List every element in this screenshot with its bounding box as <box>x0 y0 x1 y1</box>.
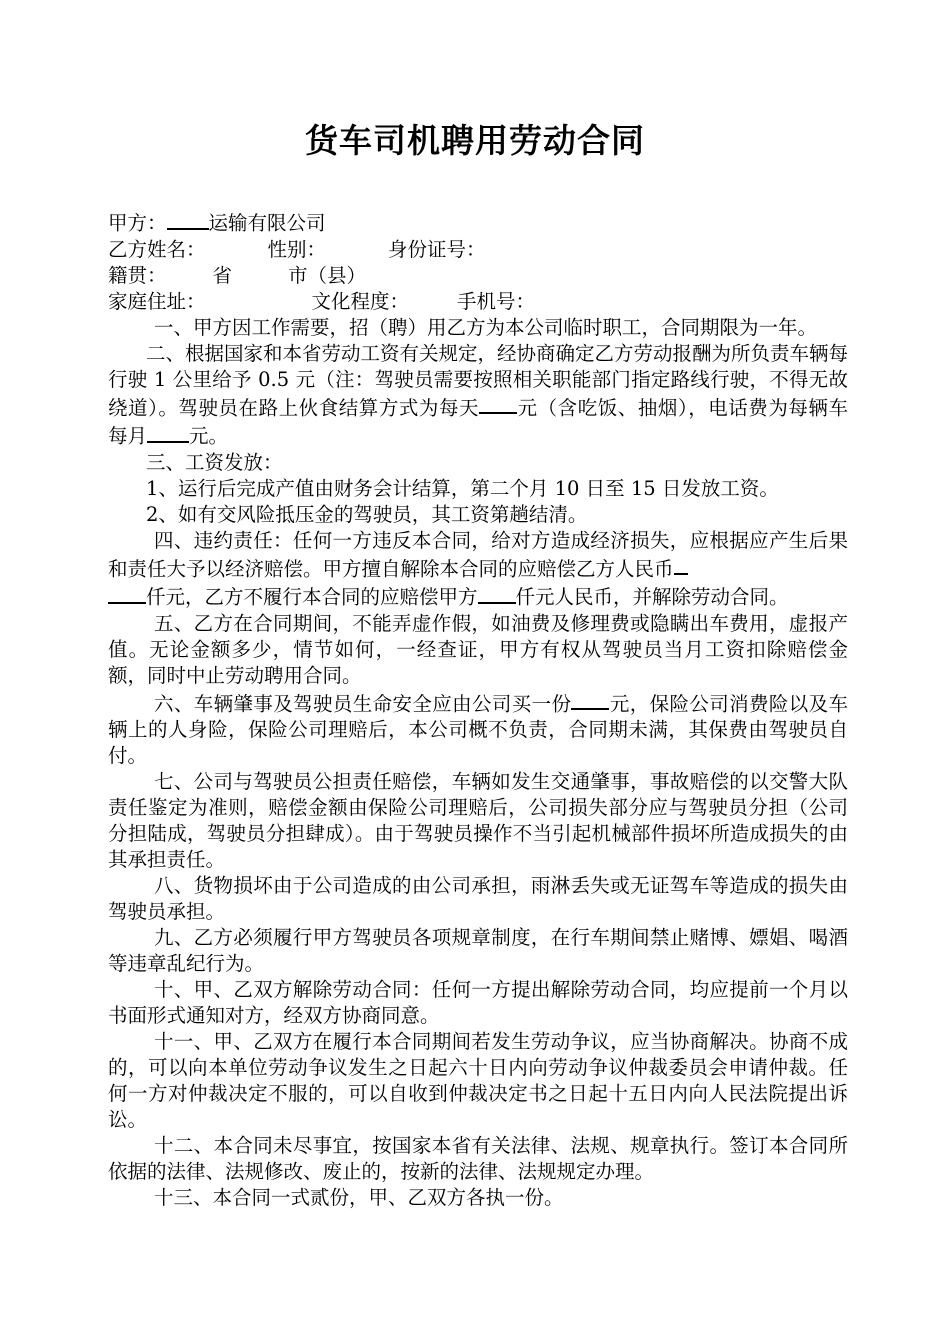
clause-7: 七、公司与驾驶员公担责任赔偿，车辆如发生交通肇事，事故赔偿的以交警大队责任鉴定为准则，赔偿金额由保险公司理赔后，公司损失部分应与驾驶员分担（公司分担陆成，驾驶员分担肆成）。由于驾驶员操作不当引起机械部件损坏所造成损失的由其承担责任。 <box>108 770 848 871</box>
address-line <box>108 289 848 315</box>
clause-6-part-b: 元，保险公司消费险以及车辆上的人身险，保险公司理赔后，本公司概不负责，合同期未满，其保费由驾驶员自付。 <box>108 692 848 767</box>
party-a-label: 甲方： <box>108 211 167 235</box>
clause-2 <box>108 341 848 450</box>
document-title: 货车司机聘用劳动合同 <box>305 121 645 160</box>
clause-4 <box>108 528 848 611</box>
clause-1: 一、甲方因工作需要，招（聘）用乙方为本公司临时职工，合同期限为一年。 <box>154 315 818 339</box>
city-label: 市（县） <box>288 263 367 287</box>
party-a-line <box>108 208 848 237</box>
clause-3-title: 三、工资发放： <box>146 450 283 474</box>
contract-body <box>108 208 848 1211</box>
phone-label: 手机号： <box>457 289 536 313</box>
clause-2-part-c: 元。 <box>189 424 229 448</box>
phone-fee-blank <box>147 421 189 443</box>
province-label: 省 <box>212 263 233 287</box>
clause-11: 十一、甲、乙双方在履行本合同期间若发生劳动争议，应当协商解决。协商不成的，可以向本单位劳动争议发生之日起六十日内向劳动争议仲裁委员会申请仲裁。任何一方对仲裁决定不服的，可以自收到仲裁决定书之日起十五日内向人民法院提出诉讼。 <box>108 1030 848 1131</box>
id-label: 身份证号： <box>388 237 486 261</box>
address-label: 家庭住址： <box>108 289 206 313</box>
clause-3-2: 2、如有交风险抵压金的驾驶员，其工资第趟结清。 <box>146 502 588 526</box>
clause-13: 十三、本合同一式贰份，甲、乙双方各执一份。 <box>154 1186 564 1209</box>
clause-2-part-b: 元（含吃饭、抽烟），电话费为每辆车每月 <box>108 396 848 448</box>
clause-2-part-a: 二、根据国家和本省劳动工资有关规定，经协商确定乙方劳动报酬为所负责车辆每行驶 1 公里给予 0.5 元（注：驾驶员需要按照相关职能部门指定路线行驶，不得无故绕道）。驾驶员在路上伙食结算方式为每天 <box>108 341 849 419</box>
clause-6 <box>108 689 848 770</box>
rmb-blank-1-cont <box>108 582 146 604</box>
party-a-company: 运输有限公司 <box>208 211 326 235</box>
rmb-blank-2 <box>478 582 516 604</box>
clause-8: 八、货物损坏由于公司造成的由公司承担，雨淋丢失或无证驾车等造成的损失由驾驶员承担。 <box>108 874 848 923</box>
native-line <box>108 263 848 289</box>
native-label: 籍贯： <box>108 263 167 287</box>
clause-3-1: 1、运行后完成产值由财务会计结算，第二个月 10 日至 15 日发放工资。 <box>146 476 779 500</box>
clause-4-part-a: 四、违约责任：任何一方违反本合同，给对方造成经济损失，应根据应产生后果和责任大予以经济赔偿。甲方擅自解除本合同的应赔偿乙方人民币 <box>108 528 848 580</box>
clause-4-part-c: 仟元人民币，并解除劳动合同。 <box>515 585 789 609</box>
clause-5: 五、乙方在合同期间，不能弄虚作假，如油费及修理费或隐瞒出车费用，虚报产值。无论金额多少，情节如何，一经查证，甲方有权从驾驶员当月工资扣除赔偿金额，同时中止劳动聘用合同。 <box>108 611 848 687</box>
meal-blank <box>479 393 517 415</box>
party-a-blank <box>167 208 209 230</box>
party-b-line <box>108 237 848 263</box>
clause-9: 九、乙方必须履行甲方驾驶员各项规章制度，在行车期间禁止赌博、嫖娼、喝酒等违章乱纪行为。 <box>108 926 848 975</box>
clause-12: 十二、本合同未尽事宜，按国家本省有关法律、法规、规章执行。签订本合同所依据的法律、法规修改、废止的，按新的法律、法规规定办理。 <box>108 1134 848 1183</box>
gender-label: 性别： <box>267 237 327 261</box>
insurance-blank <box>571 689 609 711</box>
clause-6-part-a: 六、车辆肇事及驾驶员生命安全应由公司买一份 <box>154 692 572 715</box>
rmb-blank-1 <box>674 554 688 576</box>
party-b-name-label: 乙方姓名： <box>108 237 206 261</box>
education-label: 文化程度： <box>311 289 410 313</box>
clause-10: 十、甲、乙双方解除劳动合同：任何一方提出解除劳动合同，均应提前一个月以书面形式通知对方，经双方协商同意。 <box>108 978 848 1027</box>
clause-4-part-b: 仟元，乙方不履行本合同的应赔偿甲方 <box>146 585 478 609</box>
